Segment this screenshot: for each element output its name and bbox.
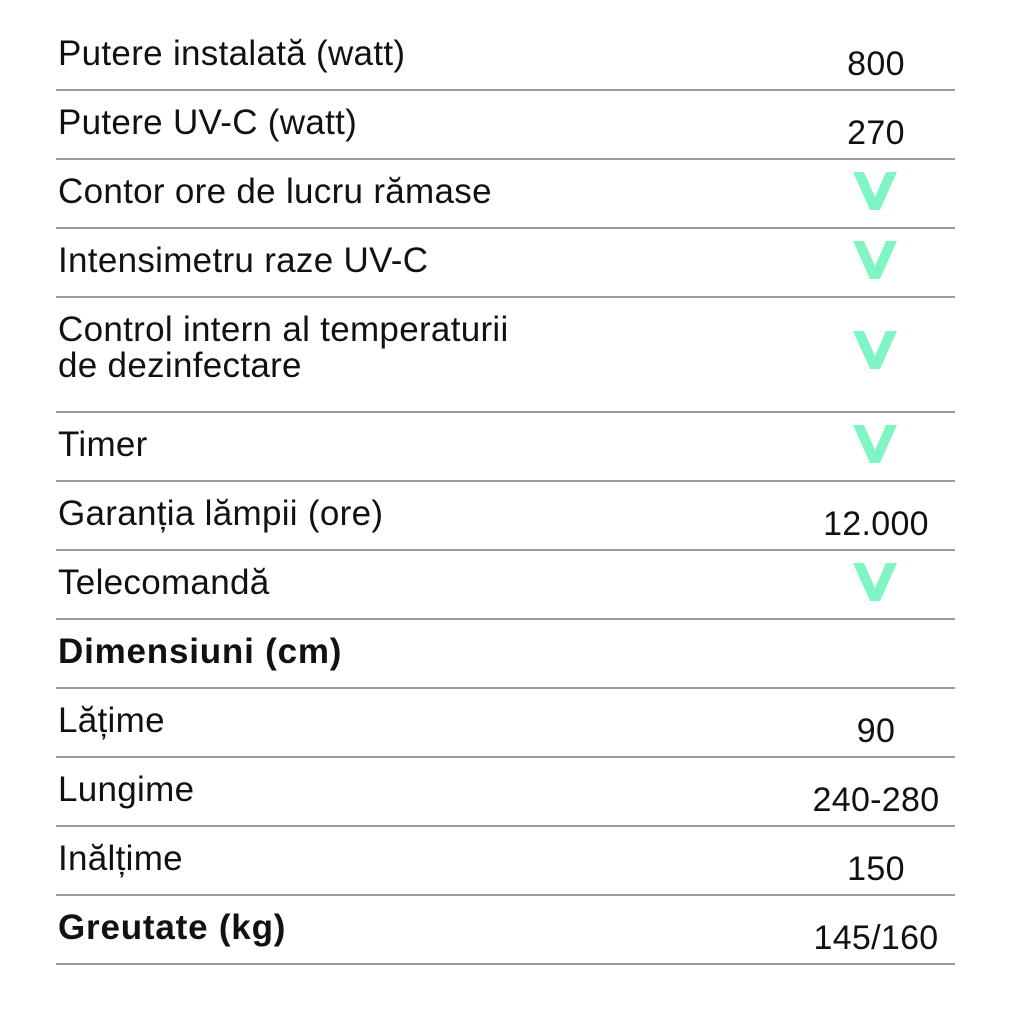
check-icon [853,425,897,463]
row-label: Putere UV-C (watt) [58,103,358,142]
section-title: Dimensiuni (cm) [58,632,343,671]
row-label: Lungime [58,770,195,809]
table-row [56,413,955,482]
row-label: Telecomandă [58,563,270,602]
row-label: Lățime [58,701,165,740]
check-icon [853,241,897,279]
table-row [56,896,955,965]
row-label: Timer [58,425,148,464]
row-value: 150 [847,850,905,888]
row-label-line: de dezinfectare [58,346,302,385]
table-row [56,22,955,91]
table-row [56,689,955,758]
row-label: Garanția lămpii (ore) [58,494,384,533]
row-label: Contor ore de lucru rămase [58,172,492,211]
table-row [56,229,955,298]
table-row [56,551,955,620]
row-label: Greutate (kg) [58,908,287,947]
table-row [56,91,955,160]
table-row [56,160,955,229]
table-row [56,827,955,896]
spec-table [56,22,955,965]
row-value: 12.000 [823,505,929,543]
check-icon [853,563,897,601]
check-icon [853,331,897,369]
table-row [56,758,955,827]
row-label-line: Control intern al temperaturii [58,310,509,349]
row-label: Inălțime [58,839,183,878]
row-label: Putere instalată (watt) [58,34,406,73]
row-value: 90 [856,712,896,750]
row-value: 240-280 [812,781,940,819]
row-value: 800 [847,45,905,83]
check-icon [853,172,897,210]
row-label: Intensimetru raze UV-C [58,241,429,280]
row-value: 145/160 [813,919,939,957]
row-label [58,312,509,384]
section-header-row [56,620,955,689]
table-row [56,298,955,413]
row-value: 270 [847,114,905,152]
table-row [56,482,955,551]
